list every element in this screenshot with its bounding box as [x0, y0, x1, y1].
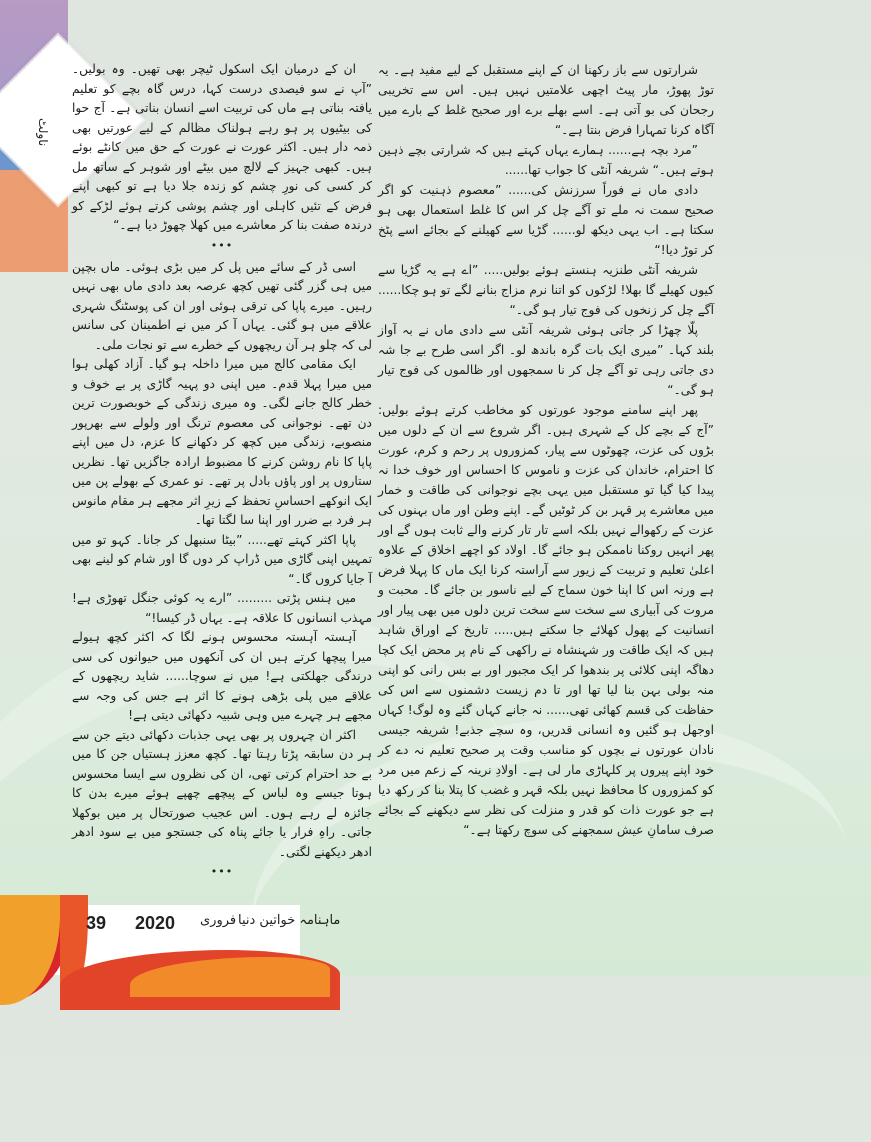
paragraph: میں ہنس پڑتی ......... ”ارے یہ کوئی جنگل تھوڑی ہے! مہذب انسانوں کا علاقہ ہے۔ یہاں ڈر کیسا!“ — [72, 591, 372, 625]
paragraph: پھر اپنے سامنے موجود عورتوں کو مخاطب کرتے ہوئے بولیں: ”آج کے بچے کل کے شہری ہیں۔ اگر شروع سے ان کے دلوں میں بڑوں کی عزت، چھوٹوں سے پیار، کمزوروں پر رحم و کرم، عورت کا احترام، خاندان کی عزت و ناموس کا احساس اور خوف خدا نہ پیدا کیا گیا تو مستقبل میں یہی بچے نوجوانی کی طاقت و خمار میں معاشرے پر قہر بن کر ٹوٹیں گے۔ اپنے وطن اور ماں بہنوں کی عزت کے رکھوالے نہیں بلکہ اسے تار تار کرنے والے ثابت ہوں گے اور پھر انہیں روکنا ناممکن ہو جائے گا۔ اولاد کو اچھے اخلاق کے علاوہ اعلیٰ تعلیم و تربیت کے زیور سے آراستہ کرنا ایک ماں کا پہلا فرض ہے ورنہ اس کا اپنا خون سماج کے لیے ناسور بن جائے گا۔ محبت و مروت کی آبیاری سے سخت سے سخت ترین دلوں میں بھی پیار اور انسانیت کے پھول کھلائے جا سکتے ہیں..... تاریخ کے اوراق شاہد ہیں کہ ایک طاقت ور شہنشاہ نے راکھی کے نام پر محض ایک کچا دھاگہ اپنی کلائی پر بندھوا کر ایک مجبور اور بے بس رانی کو اپنی منہ بولی بہن بنا لیا تھا اور تا دم زیست دشمنوں سے اس کی حفاظت کی قسم کھائی تھی...... نہ جانے کہاں گئے وہ لوگ! کہاں اوجھل ہو گئیں وہ انسانی قدریں، وہ سچے جذبے! شریفہ جیسی نادان عورتوں نے بچوں کو مناسب وقت پر صحیح تعلیم نہ دے کر خود اپنے پیروں پر کلہاڑی مار لی ہے۔ اولادِ نرینہ کے زعم میں مرد کو کمزوروں کا محافظ نہیں بلکہ قہر و غضب کا پتلا بنا کر رکھ دیا ہے جو عورت ذات کو قدر و منزلت کی نظر سے دیکھنے کے بجائے صرف سامانِ عیش سمجھنے کی سوچ رکھتا ہے۔“ — [378, 403, 714, 837]
magazine-name: ماہنامہ خواتین دنیا — [238, 913, 341, 928]
paragraph: ان کے درمیان ایک اسکول ٹیچر بھی تھیں۔ وہ بولیں۔ ”آپ نے سو فیصدی درست کہا، درس گاہ بچے کو تعلیم یافتہ بناتی ہے ماں کی تربیت اسے انسان بناتی ہے۔ آج حوا کی بیٹیوں پر ہو رہے ہولناک مظالم کے لیے عورتیں بھی ذمہ دار ہیں۔ اکثر عورت نے عورت کے حق میں کانٹے بوئے ہیں۔ کبھی جہیز کے لالچ میں بیٹے اور شوہر کے ساتھ مل کر کسی کی نورِ چشم کو زندہ جلا دیا ہے تو کبھی اپنے فرض کے تئیں کاہلی اور چشم پوشی کرتے ہوئے لڑکے کو درندہ صفت بنا کر معاشرے میں کھلا چھوڑ دیا ہے۔“ — [72, 62, 372, 232]
left-column — [72, 60, 372, 884]
section-band — [0, 0, 68, 272]
page-footer — [0, 905, 341, 975]
issue-year: 2020 — [135, 913, 176, 933]
paragraph: ”مرد بچہ ہے...... ہمارے یہاں کہتے ہیں کہ شرارتی بچے ذہین ہوتے ہیں۔“ شریفہ آنٹی کا جواب تھا...... — [378, 143, 714, 177]
paragraph: شرارتوں سے باز رکھنا ان کے اپنے مستقبل کے لیے مفید ہے۔ یہ توڑ پھوڑ، مار پیٹ اچھی علامتیں نہیں ہیں۔ اس سے تخریبی رجحان کی بو آتی ہے۔ اسے بھلے برے اور صحیح غلط کے بارے میں آگاہ کرنا تمہارا فرض بنتا ہے۔“ — [378, 63, 714, 137]
paragraph: ایک مقامی کالج میں میرا داخلہ ہو گیا۔ آزاد کھلی ہوا میں میرا پہلا قدم۔ میں اپنی دو پہیہ گاڑی پر بے خوف و خطر کالج جانے لگی۔ وہ میری زندگی کے خوبصورت ترین دن تھے۔ نوجوانی کی معصوم ترنگ اور ولولے سے بھرپور منصوبے، زندگی میں کچھ کر دکھانے کا عزم، دل میں اپنے پاپا کا نام روشن کرنے کا مضبوط ارادہ جاگزیں تھا۔ نظریں ستاروں پر اور پاؤں بادل پر تھے۔ نو عمری کے بھولے پن میں ایک انوکھے احساسِ تحفظ کے زیرِ اثر مجھے ہر مقام مانوس ہر فرد بے ضرر اور اپنا سا لگتا تھا۔ — [72, 357, 372, 527]
paragraph: پاپا اکثر کہتے تھے..... ”بیٹا سنبھل کر جانا۔ کہو تو میں تمہیں اپنی گاڑی میں ڈراپ کر دوں گا اور شام کو لینے بھی آ جایا کروں گا۔“ — [72, 532, 372, 586]
section-label: ناولٹ — [36, 118, 50, 147]
page-number: 39 — [86, 913, 107, 933]
right-column — [378, 60, 714, 840]
paragraph: شریفہ آنٹی طنزیہ ہنستے ہوئے بولیں..... ”اے ہے یہ گڑیا سے کیوں کھیلے گا بھلا! لڑکوں کو اتنا نرم مزاج بنانے لگے تو ہو چکا...... آگے چل کر زنخوں کی فوج تیار ہو گی۔“ — [378, 263, 714, 317]
paragraph: اکثر ان چہروں پر بھی یہی جذبات دکھائی دیتے جن سے ہر دن سابقہ پڑتا رہتا تھا۔ کچھ معزز ہستیاں جن کا میں بے حد احترام کرتی تھی، ان کی نظروں سے ایسا محسوس ہوتا جیسے وہ لباس کے پیچھے چھپے ہوئے میرے بدن کا جائزہ لے رہے ہوں۔ اس عجیب صورتحال پر میں بوکھلا جاتی۔ راہِ فرار یا جائے پناہ کی جستجو میں بے سود ادھر ادھر دیکھنے لگتی۔ — [72, 727, 372, 859]
paragraph: آہستہ آہستہ محسوس ہونے لگا کہ اکثر کچھ ہیولے میرا پیچھا کرتے ہیں ان کی آنکھوں میں حیوانوں کی سی درندگی جھلکتی ہے! میں نے سوچا...... شاید ریچھوں کے علاقے میں پلی بڑھی ہونے کا اثر ہے جس کی وجہ سے مجھے ہر چہرے میں وہی شبیہ دکھائی دیتی ہے! — [72, 630, 372, 722]
issue-month: فروری — [200, 913, 237, 928]
section-separator: ••• — [210, 238, 234, 252]
paragraph: اسی ڈر کے سائے میں پل کر میں بڑی ہوئی۔ ماں بچپن میں ہی گزر گئی تھیں کچھ عرصہ بعد دادی ماں بھی نہیں رہیں۔ میرے پاپا کی ترقی ہوئی اور ان کی پوسٹنگ شہری علاقے میں ہو گئی۔ یہاں آ کر میں نے اطمینان کی سانس لی کہ چلو ہر آن ریچھوں کے خطرے سے تو نجات ملی۔ — [72, 259, 372, 352]
paragraph: پلّا چھڑا کر جاتی ہوئی شریفہ آنٹی سے دادی ماں نے بہ آواز بلند کہا۔ ”میری ایک بات گرہ باندھ لو۔ اگر اسی طرح بے جا شہ دی جاتی رہی تو آگے چل کر نا سمجھوں اور ظالموں کی فوج تیار ہو گی۔“ — [378, 323, 714, 397]
section-separator: ••• — [210, 865, 234, 878]
paragraph: دادی ماں نے فوراً سرزنش کی...... ”معصوم ذہنیت کو اگر صحیح سمت نہ ملے تو آگے چل کر اس کا غلط استعمال بھی ہو سکتا ہے۔ اب یہی دیکھ لو...... گڑیا سے کھیلنے کے بجائے اسے پٹخ کر توڑ دیا!“ — [378, 183, 714, 257]
